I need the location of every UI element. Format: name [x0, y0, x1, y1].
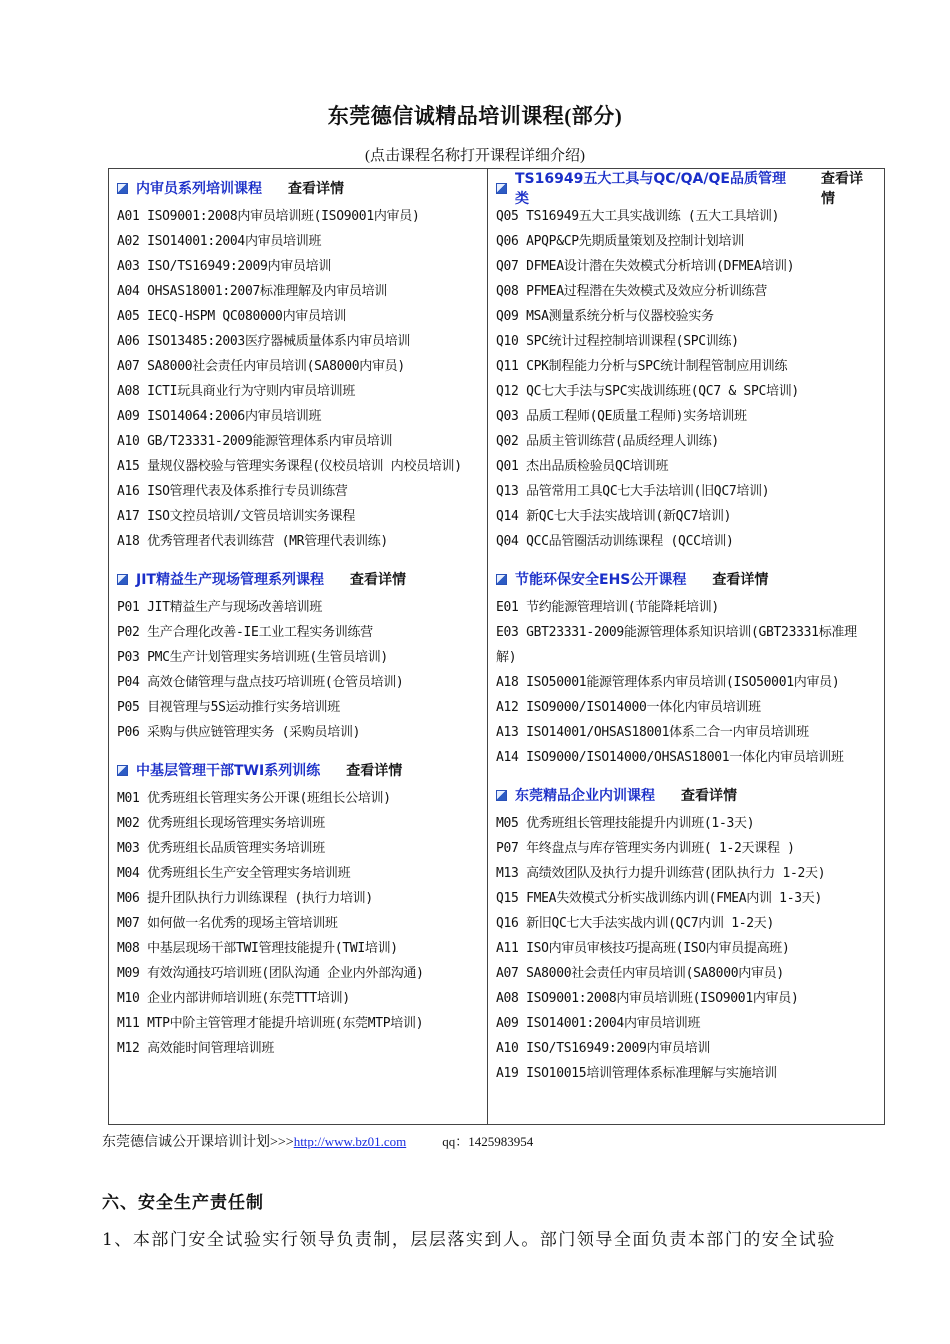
- course-item-link[interactable]: Q13 品管常用工具QC七大手法培训(旧QC7培训): [496, 484, 770, 499]
- course-item-link[interactable]: M11 MTP中阶主管管理才能提升培训班(东莞MTP培训): [117, 1016, 424, 1031]
- course-section: [117, 759, 479, 1061]
- view-details-link[interactable]: 查看详情: [346, 763, 403, 779]
- course-item-link[interactable]: Q16 新旧QC七大手法实战内训(QC7内训 1-2天): [496, 916, 775, 931]
- course-item-link[interactable]: M03 优秀班组长品质管理实务培训班: [117, 841, 325, 856]
- course-item-link[interactable]: M08 中基层现场干部TWI管理技能提升(TWI培训): [117, 941, 398, 956]
- section-title-link[interactable]: TS16949五大工具与QC/QA/QE品质管理类: [515, 171, 786, 207]
- course-item-link[interactable]: A17 ISO文控员培训/文管员培训实务课程: [117, 509, 356, 524]
- course-item-link[interactable]: A03 ISO/TS16949:2009内审员培训: [117, 259, 332, 274]
- section-bullet-icon: [496, 790, 507, 801]
- course-item-link[interactable]: Q07 DFMEA设计潜在失效模式分析培训(DFMEA培训): [496, 259, 795, 274]
- course-item-link[interactable]: M13 高绩效团队及执行力提升训练营(团队执行力 1-2天): [496, 866, 826, 881]
- course-grid: [108, 168, 885, 1125]
- course-section: [496, 568, 876, 770]
- course-item-link[interactable]: E03 GBT23331-2009能源管理体系知识培训(GBT23331标准理解): [496, 625, 857, 665]
- course-item-link[interactable]: A09 ISO14064:2006内审员培训班: [117, 409, 322, 424]
- course-item-link[interactable]: M02 优秀班组长现场管理实务培训班: [117, 816, 325, 831]
- course-item-link[interactable]: A09 ISO14001:2004内审员培训班: [496, 1016, 701, 1031]
- course-item-link[interactable]: P01 JIT精益生产与现场改善培训班: [117, 600, 323, 615]
- section-heading: 六、安全生产责任制: [102, 1193, 264, 1213]
- course-item-link[interactable]: Q03 品质工程师(QE质量工程师)实务培训班: [496, 409, 747, 424]
- section-bullet-icon: [496, 183, 507, 194]
- course-item-link[interactable]: P04 高效仓储管理与盘点技巧培训班(仓管员培训): [117, 675, 404, 690]
- course-item-link[interactable]: Q15 FMEA失效模式分析实战训练内训(FMEA内训 1-3天): [496, 891, 822, 906]
- course-item-link[interactable]: A05 IECQ-HSPM QC080000内审员培训: [117, 309, 347, 324]
- section-bullet-icon: [117, 183, 128, 194]
- section-title-link[interactable]: 中基层管理干部TWI系列训练: [136, 763, 321, 779]
- course-item-link[interactable]: P03 PMC生产计划管理实务培训班(生管员培训): [117, 650, 388, 665]
- course-item-link[interactable]: P06 采购与供应链管理实务 (采购员培训): [117, 725, 361, 740]
- view-details-link[interactable]: 查看详情: [712, 572, 769, 588]
- course-item-link[interactable]: A08 ICTI玩具商业行为守则内审员培训班: [117, 384, 356, 399]
- course-item-link[interactable]: A10 ISO/TS16949:2009内审员培训: [496, 1041, 711, 1056]
- course-item-link[interactable]: A07 SA8000社会责任内审员培训(SA8000内审员): [496, 966, 784, 981]
- section-header: [496, 784, 876, 806]
- section-title-link[interactable]: JIT精益生产现场管理系列课程: [136, 572, 324, 588]
- course-item-link[interactable]: Q04 QCC品管圈活动训练课程 (QCC培训): [496, 534, 734, 549]
- website-link[interactable]: http://www.bz01.com: [293, 1134, 407, 1149]
- course-item-link[interactable]: A06 ISO13485:2003医疗器械质量体系内审员培训: [117, 334, 411, 349]
- view-details-link[interactable]: 查看详情: [820, 171, 863, 207]
- section-header: [117, 177, 479, 199]
- course-section: [117, 568, 479, 745]
- course-item-link[interactable]: P05 目视管理与5S运动推行实务培训班: [117, 700, 340, 715]
- course-item-link[interactable]: Q06 APQP&CP先期质量策划及控制计划培训: [496, 234, 744, 249]
- course-item-link[interactable]: A10 GB/T23331-2009能源管理体系内审员培训: [117, 434, 393, 449]
- course-item-link[interactable]: M01 优秀班组长管理实务公开课(班组长公培训): [117, 791, 391, 806]
- section-bullet-icon: [496, 574, 507, 585]
- footer-text: 东莞德信诚公开课培训计划>>>: [102, 1135, 294, 1150]
- course-section: [117, 177, 479, 554]
- course-item-link[interactable]: M10 企业内部讲师培训班(东莞TTT培训): [117, 991, 350, 1006]
- view-details-link[interactable]: 查看详情: [288, 181, 344, 197]
- course-item-link[interactable]: A07 SA8000社会责任内审员培训(SA8000内审员): [117, 359, 405, 374]
- course-item-link[interactable]: Q09 MSA测量系统分析与仪器校验实务: [496, 309, 714, 324]
- course-item-link[interactable]: A14 ISO9000/ISO14000/OHSAS18001一体化内审员培训班: [496, 750, 844, 765]
- course-item-link[interactable]: Q11 CPK制程能力分析与SPC统计制程管制应用训练: [496, 359, 788, 374]
- course-item-link[interactable]: A15 量规仪器校验与管理实务课程(仪校员培训 内校员培训): [117, 459, 462, 474]
- section-bullet-icon: [117, 765, 128, 776]
- right-column: [488, 169, 884, 1124]
- course-item-link[interactable]: A19 ISO10015培训管理体系标准理解与实施培训: [496, 1066, 777, 1081]
- course-item-link[interactable]: M05 优秀班组长管理技能提升内训班(1-3天): [496, 816, 755, 831]
- qq-number: qq：1425983954: [442, 1134, 534, 1149]
- course-item-link[interactable]: M06 提升团队执行力训练课程 (执行力培训): [117, 891, 373, 906]
- course-item-link[interactable]: M07 如何做一名优秀的现场主管培训班: [117, 916, 338, 931]
- course-item-link[interactable]: A11 ISO内审员审核技巧提高班(ISO内审员提高班): [496, 941, 790, 956]
- footer-line: [102, 1131, 533, 1151]
- course-item-link[interactable]: A08 ISO9001:2008内审员培训班(ISO9001内审员): [496, 991, 799, 1006]
- course-item-link[interactable]: A16 ISO管理代表及体系推行专员训练营: [117, 484, 348, 499]
- page-subtitle: (点击课程名称打开课程详细介绍): [365, 148, 585, 164]
- course-item-link[interactable]: Q01 杰出品质检验员QC培训班: [496, 459, 669, 474]
- section-header: [496, 568, 876, 590]
- section-header: [496, 171, 876, 207]
- course-item-link[interactable]: A18 优秀管理者代表训练营 (MR管理代表训练): [117, 534, 388, 549]
- course-item-link[interactable]: M04 优秀班组长生产安全管理实务培训班: [117, 866, 351, 881]
- view-details-link[interactable]: 查看详情: [681, 788, 737, 804]
- course-section: [496, 171, 876, 554]
- course-item-link[interactable]: E01 节约能源管理培训(节能降耗培训): [496, 600, 719, 615]
- course-item-link[interactable]: A02 ISO14001:2004内审员培训班: [117, 234, 322, 249]
- section-bullet-icon: [117, 574, 128, 585]
- course-item-link[interactable]: A18 ISO50001能源管理体系内审员培训(ISO50001内审员): [496, 675, 840, 690]
- course-item-link[interactable]: Q08 PFMEA过程潜在失效模式及效应分析训练营: [496, 284, 767, 299]
- section-header: [117, 759, 479, 781]
- course-item-link[interactable]: A04 OHSAS18001:2007标准理解及内审员培训: [117, 284, 388, 299]
- course-item-link[interactable]: Q12 QC七大手法与SPC实战训练班(QC7 & SPC培训): [496, 384, 799, 399]
- course-item-link[interactable]: P07 年终盘点与库存管理实务内训班( 1-2天课程 ): [496, 841, 795, 856]
- section-title-link[interactable]: 节能环保安全EHS公开课程: [515, 572, 687, 588]
- course-item-link[interactable]: Q14 新QC七大手法实战培训(新QC7培训): [496, 509, 732, 524]
- course-item-link[interactable]: Q02 品质主管训练营(品质经理人训练): [496, 434, 719, 449]
- section-title-link[interactable]: 内审员系列培训课程: [136, 181, 262, 197]
- course-item-link[interactable]: M09 有效沟通技巧培训班(团队沟通 企业内外部沟通): [117, 966, 424, 981]
- course-section: [496, 784, 876, 1086]
- left-column: [109, 169, 488, 1124]
- section-header: [117, 568, 479, 590]
- course-item-link[interactable]: M12 高效能时间管理培训班: [117, 1041, 275, 1056]
- body-paragraph: 1、本部门安全试验实行领导负责制，层层落实到人。部门领导全面负责本部门的安全试验: [102, 1230, 836, 1250]
- course-item-link[interactable]: A01 ISO9001:2008内审员培训班(ISO9001内审员): [117, 209, 420, 224]
- course-item-link[interactable]: A13 ISO14001/OHSAS18001体系二合一内审员培训班: [496, 725, 809, 740]
- page-title: 东莞德信诚精品培训课程(部分): [327, 104, 623, 128]
- course-item-link[interactable]: Q05 TS16949五大工具实战训练 (五大工具培训): [496, 209, 780, 224]
- section-title-link[interactable]: 东莞精品企业内训课程: [515, 788, 655, 804]
- course-item-link[interactable]: A12 ISO9000/ISO14000一体化内审员培训班: [496, 700, 761, 715]
- view-details-link[interactable]: 查看详情: [349, 572, 406, 588]
- course-item-link[interactable]: Q10 SPC统计过程控制培训课程(SPC训练): [496, 334, 739, 349]
- course-item-link[interactable]: P02 生产合理化改善-IE工业工程实务训练营: [117, 625, 373, 640]
